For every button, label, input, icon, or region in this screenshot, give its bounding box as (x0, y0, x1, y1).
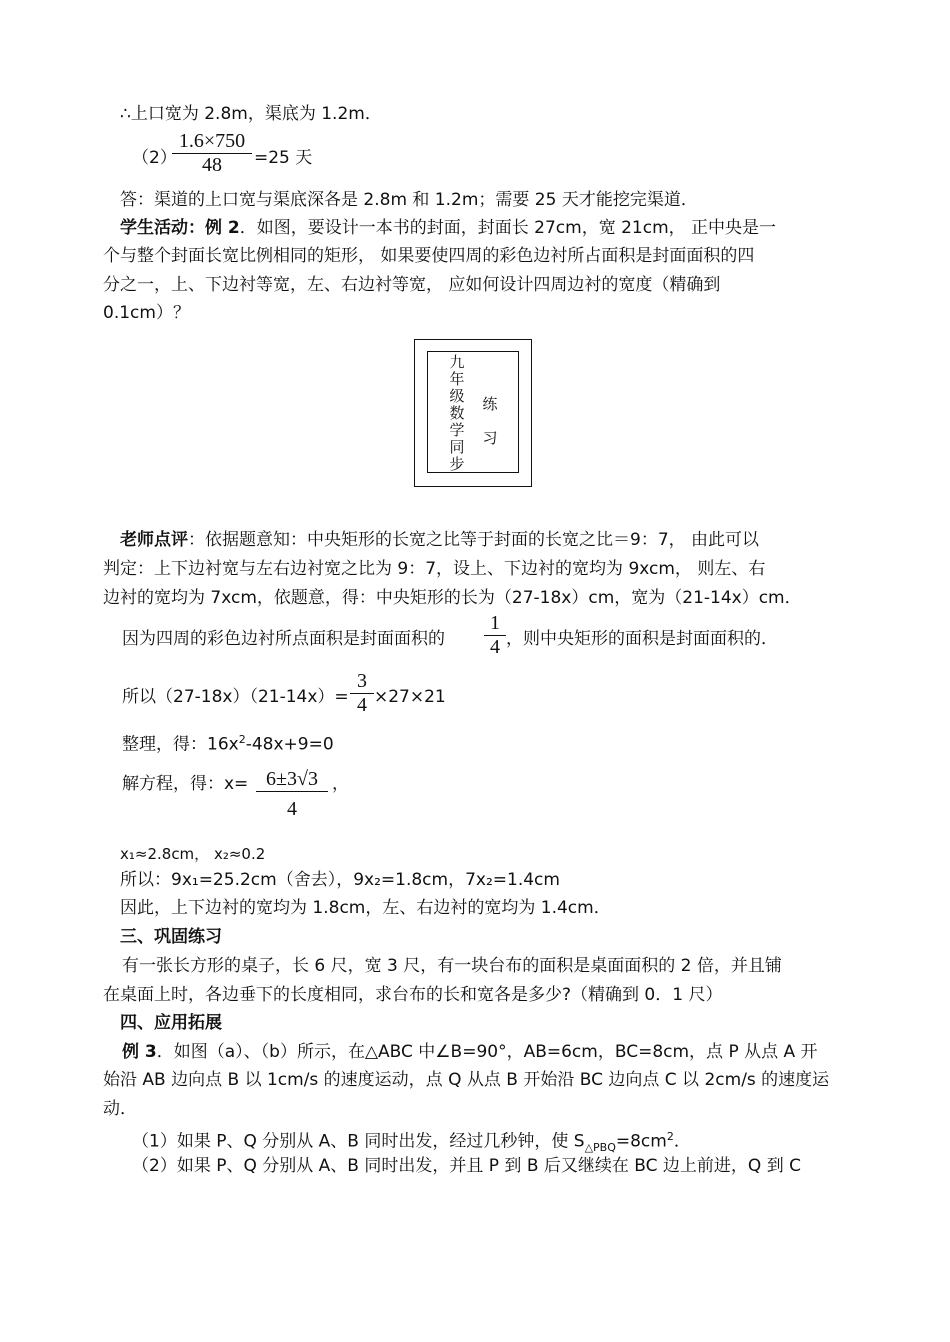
cover-subtitle-vertical (482, 387, 498, 455)
fraction-numerator: 1 (490, 612, 500, 634)
cover-char: 数 (449, 404, 465, 422)
practice-line-1: 有一张长方形的桌子，长 6 尺，宽 3 尺，有一块台布的面积是桌面面积的 2 倍，并且铺 (122, 956, 782, 976)
example3-line-3: 动． (103, 1099, 137, 1119)
example2-line-2: 个与整个封面长宽比例相同的矩形， 如果要使四周的彩色边衬所占面积是封面面积的四 (103, 246, 755, 266)
fraction-quarter (484, 612, 506, 659)
question-2: （2）如果 P、Q 分别从 A、B 同时出发，并且 P 到 B 后又继续在 BC 边上前进，Q 到 C (132, 1156, 801, 1176)
example3-line-2: 始沿 AB 边向点 B 以 1cm/s 的速度运动，点 Q 从点 B 开始沿 BC 边向点 C 以 2cm/s 的速度运 (103, 1070, 830, 1090)
cover-char: 同 (449, 438, 465, 456)
equation-line: 所以（27-18x）（21-14x）= (122, 687, 349, 707)
part2-label: （2） (132, 148, 177, 168)
teacher-comment-label: 老师点评 (120, 530, 188, 550)
equation-rhs: ×27×21 (374, 687, 446, 707)
area-subscript: △PBQ (584, 1141, 616, 1155)
because-text-2: ，则中央矩形的面积是封面面积的． (506, 629, 778, 649)
root-x2: x₂≈0.2 (213, 845, 266, 863)
teacher-comment-line-3: 边衬的宽均为 7xcm，依题意，得：中央矩形的长为（27-18x）cm，宽为（21-14x）cm． (103, 588, 802, 608)
example2-line-4: 0.1cm）？ (103, 303, 190, 323)
fraction-numerator: 1.6×750 (178, 130, 246, 152)
teacher-comment-line-1 (120, 528, 759, 552)
line-conclusion-1: ∴上口宽为 2.8m，渠底为 1.2m． (120, 104, 382, 124)
answer-line: 答：渠道的上口宽与渠底深各是 2.8m 和 1.2m；需要 25 天才能挖完渠道． (120, 190, 698, 210)
teacher-comment-text-1: ：依据题意知：中央矩形的长宽之比等于封面的长宽之比＝9：7， 由此可以 (188, 530, 760, 550)
example3-line-1 (122, 1040, 818, 1064)
fraction-days (172, 130, 252, 177)
section-4-heading: 四、应用拓展 (120, 1013, 222, 1033)
fraction-numerator: 6±3√3 (266, 768, 318, 790)
thus-line: 因此，上下边衬的宽均为 1.8cm，左、右边衬的宽均为 1.4cm． (120, 898, 611, 918)
teacher-comment-line-2: 判定：上下边衬宽与左右边衬宽之比为 9：7，设上、下边衬的宽均为 9xcm， 则左、右 (103, 559, 766, 579)
fraction-denominator: 4 (484, 635, 506, 659)
cover-char: 年 (449, 370, 465, 388)
book-cover-inner-rectangle (427, 351, 519, 473)
cover-char: 九 (449, 353, 465, 371)
example2-text-1: ．如图，要设计一本书的封面，封面长 27cm，宽 21cm， 正中央是一 (239, 218, 777, 238)
cover-char: 步 (449, 455, 465, 473)
days-result: =25 天 (254, 148, 313, 168)
cover-char: 级 (449, 387, 465, 405)
fraction-denominator: 4 (256, 791, 328, 821)
cover-title-vertical (449, 354, 465, 473)
fraction-solution (256, 768, 328, 821)
roots-line (120, 842, 265, 866)
question-1-text: （1）如果 P、Q 分别从 A、B 同时出发，经过几秒钟，使 S (132, 1131, 585, 1152)
arrange-line (122, 728, 334, 757)
cover-char: 习 (482, 429, 498, 447)
area-value: =8cm (615, 1131, 667, 1152)
example2-label: 学生活动：例 2 (120, 218, 240, 238)
fraction-three-quarters (350, 670, 374, 717)
so-values-line: 所以：9x₁=25.2cm（舍去），9x₂=1.8cm，7x₂=1.4cm (120, 870, 560, 890)
because-text: 因为四周的彩色边衬所点面积是封面面积的 (122, 629, 445, 649)
fraction-denominator: 4 (350, 693, 374, 717)
example3-text-1: ．如图（a）、（b）所示，在△ABC 中∠B=90°，AB=6cm，BC=8cm，点 P 从点 A 开 (156, 1042, 818, 1062)
solve-comma: ， (332, 774, 349, 794)
question-1-end: ． (673, 1131, 691, 1152)
cover-char: 练 (482, 395, 498, 413)
example3-label: 例 3 (122, 1042, 157, 1062)
practice-line-2: 在桌面上时，各边垂下的长度相同，求台布的长和宽各是多少?（精确到 0．1 尺） (103, 985, 723, 1005)
example2-line-1 (120, 216, 776, 240)
exponent: 2 (238, 733, 246, 746)
example2-line-3: 分之一，上、下边衬等宽，左、右边衬等宽， 应如何设计四周边衬的宽度（精确到 (103, 275, 721, 295)
arrange-rest: -48x+9=0 (245, 734, 334, 755)
area-exponent: 2 (666, 1130, 674, 1143)
section-3-heading: 三、巩固练习 (120, 927, 222, 947)
fraction-numerator: 3 (357, 670, 367, 692)
solve-line: 解方程，得：x= (122, 774, 249, 794)
root-x1: x₁≈2.8cm， (120, 845, 210, 863)
fraction-denominator: 48 (172, 153, 252, 177)
cover-char: 学 (449, 421, 465, 439)
arrange-text: 整理，得：16x (122, 734, 239, 755)
